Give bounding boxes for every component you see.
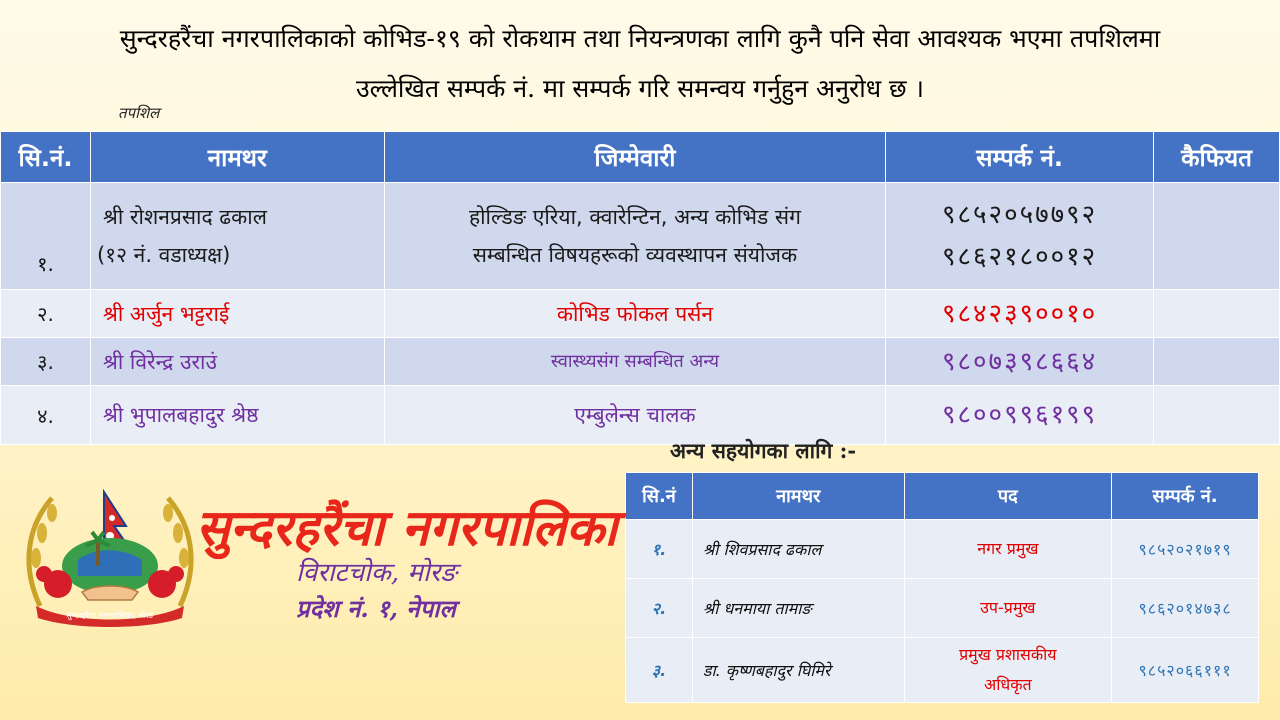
table-row	[1, 290, 1280, 338]
row-responsibility: कोभिड फोकल पर्सन	[384, 290, 885, 338]
row-resp-line2: सम्बन्धित विषयहरूको व्यवस्थापन संयोजक	[472, 243, 798, 267]
row-phone: ९८००९९६१९९	[886, 386, 1154, 445]
header-name: नामथर	[90, 132, 384, 183]
row-name: श्री विरेन्द्र उराउं	[90, 338, 384, 386]
sub-row-phone: ९८५२०६६१११	[1112, 638, 1259, 703]
brand-place: विराटचोक, मोरङ	[296, 558, 457, 588]
sub-row-post-line2: अधिकृत	[984, 675, 1032, 694]
sub-row-sn: १.	[626, 520, 693, 579]
sub-header-sn: सि.नं	[626, 473, 693, 520]
row-phone-2: ९८६२१८००१२	[942, 242, 1098, 272]
sub-section-title: अन्य सहयोगका लागि :-	[670, 438, 857, 463]
row-phone	[886, 183, 1154, 290]
list-item	[626, 520, 1259, 579]
row-responsibility: स्वास्थ्यसंग सम्बन्धित अन्य	[384, 338, 885, 386]
row-name-line1: श्री रोशनप्रसाद ढकाल	[102, 205, 267, 229]
row-name: श्री भुपालबहादुर श्रेष्ठ	[90, 386, 384, 445]
sub-row-phone: ९८६२०१४७३८	[1112, 579, 1259, 638]
row-name: श्री अर्जुन भट्टराई	[90, 290, 384, 338]
row-remark	[1154, 386, 1280, 445]
support-table	[625, 472, 1259, 703]
header-sn: सि.नं.	[1, 132, 91, 183]
sub-row-name: श्री शिवप्रसाद ढकाल	[692, 520, 904, 579]
sub-row-post: उप-प्रमुख	[904, 579, 1112, 638]
row-remark	[1154, 183, 1280, 290]
logo-ribbon-text: सुन्दरहरैंचा नगरपालिका, मोरङ	[66, 611, 154, 620]
contact-table	[0, 131, 1280, 445]
table-row	[1, 386, 1280, 445]
row-remark	[1154, 338, 1280, 386]
row-responsibility: एम्बुलेन्स चालक	[384, 386, 885, 445]
row-sn: १.	[1, 183, 91, 290]
header-responsibility: जिम्मेवारी	[384, 132, 885, 183]
row-phone: ९८४२३९००१०	[886, 290, 1154, 338]
sub-row-name: डा. कृष्णबहादुर घिमिरे	[692, 638, 904, 703]
sub-table-header-row	[626, 473, 1259, 520]
row-name-line2: (१२ नं. वडाध्यक्ष)	[96, 243, 231, 267]
tapasil-label: तपशिल	[118, 104, 160, 122]
municipality-logo-icon	[22, 488, 198, 628]
row-phone-1: ९८५२०५७७९२	[942, 200, 1098, 230]
notice-line-1: सुन्दरहरैंचा नगरपालिकाको कोभिड-१९ को रोकथाम तथा नियन्त्रणका लागि कुनै पनि सेवा आवश्यक भएमा तपशिलमा	[119, 24, 1161, 53]
row-sn: ४.	[1, 386, 91, 445]
header-remark: कैफियत	[1154, 132, 1280, 183]
row-responsibility	[384, 183, 885, 290]
table-row	[1, 183, 1280, 290]
sub-row-post	[904, 638, 1112, 703]
row-phone: ९८०७३९८६६४	[886, 338, 1154, 386]
sub-row-sn: ३.	[626, 638, 693, 703]
sub-row-phone: ९८५२०२१७१९	[1112, 520, 1259, 579]
brand-name: सुन्दरहरैंचा नगरपालिका	[196, 498, 618, 557]
list-item	[626, 579, 1259, 638]
row-sn: ३.	[1, 338, 91, 386]
sub-header-name: नामथर	[692, 473, 904, 520]
header-contact: सम्पर्क नं.	[886, 132, 1154, 183]
row-resp-line1: होल्डिङ एरिया, क्वारेन्टिन, अन्य कोभिड संग	[468, 205, 801, 229]
table-row	[1, 338, 1280, 386]
sub-row-post-line1: प्रमुख प्रशासकीय	[959, 645, 1057, 664]
notice-text	[0, 0, 1280, 112]
sub-header-post: पद	[904, 473, 1112, 520]
list-item	[626, 638, 1259, 703]
notice-line-2: उल्लेखित सम्पर्क नं. मा सम्पर्क गरि समन्वय गर्नुहुन अनुरोध छ ।	[355, 74, 925, 103]
row-name	[90, 183, 384, 290]
row-sn: २.	[1, 290, 91, 338]
brand-province: प्रदेश नं. १, नेपाल	[296, 594, 456, 623]
sub-row-name: श्री धनमाया तामाङ	[692, 579, 904, 638]
sub-header-contact: सम्पर्क नं.	[1112, 473, 1259, 520]
table-header-row	[1, 132, 1280, 183]
sub-row-post: नगर प्रमुख	[904, 520, 1112, 579]
sub-row-sn: २.	[626, 579, 693, 638]
row-remark	[1154, 290, 1280, 338]
